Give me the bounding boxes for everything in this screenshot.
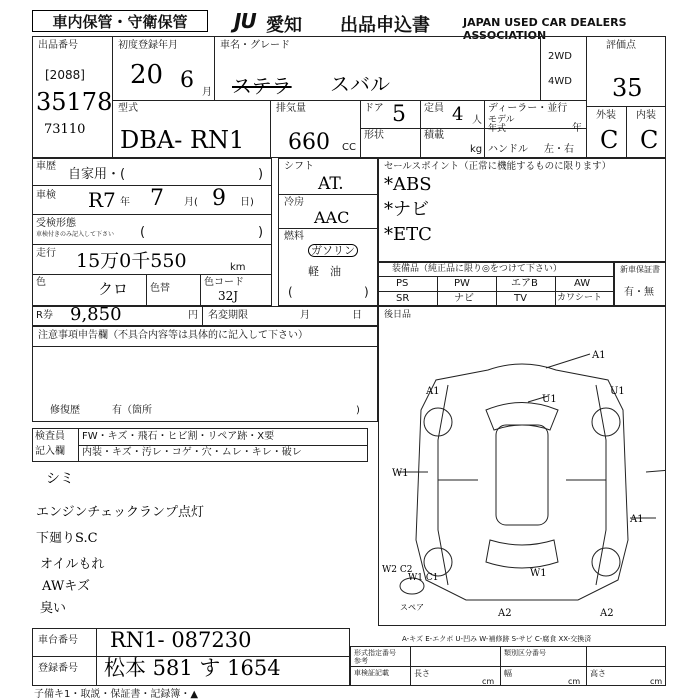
comment-2: エンジンチェックランプ点灯 (36, 505, 204, 520)
fuel-close: ) (364, 285, 369, 299)
inspect-month-unit: 月( (184, 197, 198, 208)
reg-until-label: 名変期限 (208, 310, 248, 321)
mileage-unit: km (230, 262, 246, 273)
reg-month-unit: 月 (202, 87, 212, 98)
lot-sub: [2088] (45, 68, 85, 82)
lot-label: 出品番号 (38, 40, 78, 51)
capacity-unit: 人 (472, 115, 482, 126)
recycle-label: R券 (36, 310, 53, 321)
inspector-label-2: 記入欄 (35, 446, 65, 457)
shift-label: シフト (284, 161, 314, 172)
inspect-month: 7 (150, 186, 164, 211)
chassis-value: RN1- 087230 (110, 628, 252, 652)
shift-value: AT. (318, 174, 344, 194)
model-struck: ステラ (232, 74, 292, 98)
inspector-row-1: FW・キズ・飛石・ヒビ割・リペア跡・X要 (82, 431, 275, 442)
height-unit: cm (650, 677, 663, 686)
inspect-day-unit: 日) (240, 197, 254, 208)
equip-sr: SR (396, 293, 410, 304)
height-label: 高さ (590, 669, 606, 678)
chassis-label: 車台番号 (38, 635, 78, 646)
damage-mark: A2 (600, 608, 614, 619)
damage-legend: A-キズ E-エクボ U-凹み W-補修跡 S-サビ C-腐食 XX-交換済 (402, 635, 592, 643)
inspect-year-unit: 年 (120, 197, 130, 208)
handle-label: ハンドル (488, 144, 528, 155)
damage-mark: U1 (542, 394, 557, 405)
vehicle-dims-label: 車検証記載 (354, 669, 389, 677)
equip-aw: AW (574, 278, 591, 289)
form-name: 出品申込書 (340, 15, 430, 36)
equipment-label: 装備品（純正品に限り◎をつけて下さい） (392, 264, 562, 274)
comment-1: シミ (46, 471, 74, 487)
receipt-note: 車検付きのみ記入して下さい (36, 231, 115, 238)
reg-year: 20 (130, 60, 164, 90)
notes-label: 注意事項申告欄（不具合内容等は具体的に記入して下さい） (38, 330, 308, 341)
mileage-value: 15万0千550 (76, 250, 187, 272)
ju-logo: JU (234, 9, 256, 33)
comment-3: 下廻りS.C (36, 531, 98, 546)
recycle-unit: 円 (188, 310, 198, 321)
use-close: ) (258, 167, 264, 182)
car-damage-diagram (378, 340, 666, 630)
footer-row: 子備キ1・取説・保証書・記録簿・▲ (34, 689, 199, 700)
reg-until-month: 月 (300, 310, 310, 321)
model-year-label: モデル 年式 (488, 115, 515, 134)
repair-value: 有（箇所 (112, 405, 152, 416)
comment-6: 臭い (40, 601, 67, 616)
damage-mark: U1 (610, 386, 625, 397)
lot-note: 73110 (44, 122, 86, 137)
damage-mark: W1 (392, 468, 409, 479)
maker-name: スバル (330, 72, 390, 96)
color-code-label: 色コード (204, 277, 244, 288)
type-label: 型式 (118, 103, 138, 114)
ext-label: 外装 (596, 110, 616, 121)
inspector-label-1: 検査員 (35, 431, 65, 442)
inspect-era: R7 (88, 188, 116, 212)
dealer-label: ディーラー・並行 (488, 103, 568, 114)
receipt-paren: ( (140, 225, 146, 240)
plate-label: 登録番号 (38, 663, 78, 674)
color-code-value: 32J (218, 289, 239, 303)
damage-mark: A1 (592, 350, 606, 361)
warranty-label: 新車保証書 (620, 265, 660, 274)
repair-label: 修復歴 (50, 405, 80, 416)
lot-number: 35178 (36, 88, 113, 116)
ref-label: 参考 (354, 657, 368, 665)
fuel-label: 燃料 (284, 231, 304, 242)
comment-4: オイルもれ (40, 557, 105, 572)
repair-close: ) (356, 405, 360, 416)
equip-pw: PW (454, 278, 470, 289)
damage-mark: A2 (498, 608, 512, 619)
comment-5: AWキズ (42, 579, 90, 594)
equip-ps: PS (396, 278, 409, 289)
receipt-close: ) (258, 225, 264, 240)
loan-label: 後日品 (384, 310, 412, 320)
drive-4wd: 4WD (548, 76, 572, 87)
selling-point-1: *ABS (384, 174, 432, 195)
ac-label: 冷房 (284, 197, 304, 208)
damage-mark: A1 (426, 386, 440, 397)
name-label: 車名・グレード (220, 40, 290, 51)
equip-navi: ナビ (454, 293, 474, 304)
capacity-value: 4 (452, 104, 464, 125)
inspect-day: 9 (212, 186, 226, 211)
int-value: C (640, 126, 659, 154)
type-value: DBA- RN1 (120, 126, 245, 154)
cc-label: 排気量 (276, 103, 306, 114)
equip-seat: カワシート (557, 293, 603, 303)
grade-value: 35 (612, 74, 643, 102)
damage-mark: W1 C1 (408, 573, 439, 583)
color-value: クロ (98, 280, 129, 298)
inspect-label: 車検 (36, 190, 56, 201)
mileage-label: 走行 (36, 248, 56, 259)
load-label: 積載 (424, 130, 444, 141)
fuel-paren: ( (288, 285, 293, 299)
recycle-value: 9,850 (70, 304, 122, 325)
sheet-title: 車内保管・守衛保管 (32, 10, 208, 32)
use-label: 車歴 (36, 161, 56, 172)
load-unit: kg (470, 144, 483, 155)
category-number-label: 類別区分番号 (504, 649, 546, 657)
use-value: 自家用・( (68, 167, 126, 182)
door-value: 5 (392, 102, 406, 127)
association-name: JAPAN USED CAR DEALERS ASSOCIATION (463, 16, 627, 42)
handle-value: 左・右 (544, 144, 574, 155)
ac-value: AAC (314, 208, 350, 227)
int-label: 内装 (636, 110, 656, 121)
color-label: 色 (36, 277, 46, 288)
door-label: ドア (364, 103, 384, 114)
damage-mark: A1 (630, 514, 644, 525)
warranty-value: 有・無 (624, 287, 654, 298)
selling-point-2: *ナビ (384, 199, 429, 220)
ext-value: C (600, 126, 619, 154)
drive-2wd: 2WD (548, 51, 572, 62)
plate-value: 松本 581 す 1654 (104, 656, 281, 680)
length-label: 長さ (414, 669, 430, 678)
cc-value: 660 (288, 130, 330, 155)
spare-label: スペア (400, 603, 424, 612)
damage-mark: W1 (530, 568, 547, 579)
selling-points-label: セールスポイント（正常に機能するものに限ります） (384, 161, 612, 172)
capacity-label: 定員 (424, 103, 444, 114)
length-unit: cm (482, 677, 495, 686)
width-label: 幅 (504, 669, 512, 678)
cc-unit: CC (342, 142, 356, 153)
fuel-value: ガソリン (308, 244, 358, 257)
brand-name: 愛知 (266, 15, 302, 36)
damage-mark: W2 C2 (382, 565, 413, 575)
color-swap-label: 色替 (150, 283, 170, 294)
selling-point-3: *ETC (384, 224, 432, 245)
year-unit: 年 (572, 123, 582, 134)
inspector-row-2: 内装・キズ・汚レ・コゲ・穴・ムレ・キレ・破レ (82, 447, 302, 458)
grade-label: 評価点 (606, 40, 636, 51)
shape-label: 形状 (364, 130, 384, 141)
width-unit: cm (568, 677, 581, 686)
reg-label: 初度登録年月 (118, 40, 178, 51)
reg-until-day: 日 (352, 310, 362, 321)
equip-tv: TV (514, 293, 527, 304)
receipt-label: 受検形態 (36, 218, 76, 229)
type-number-label: 形式指定番号 (354, 649, 396, 657)
equip-airbag: エアB (511, 278, 538, 289)
reg-month: 6 (180, 68, 194, 93)
fuel-alt: 軽 油 (308, 265, 341, 278)
